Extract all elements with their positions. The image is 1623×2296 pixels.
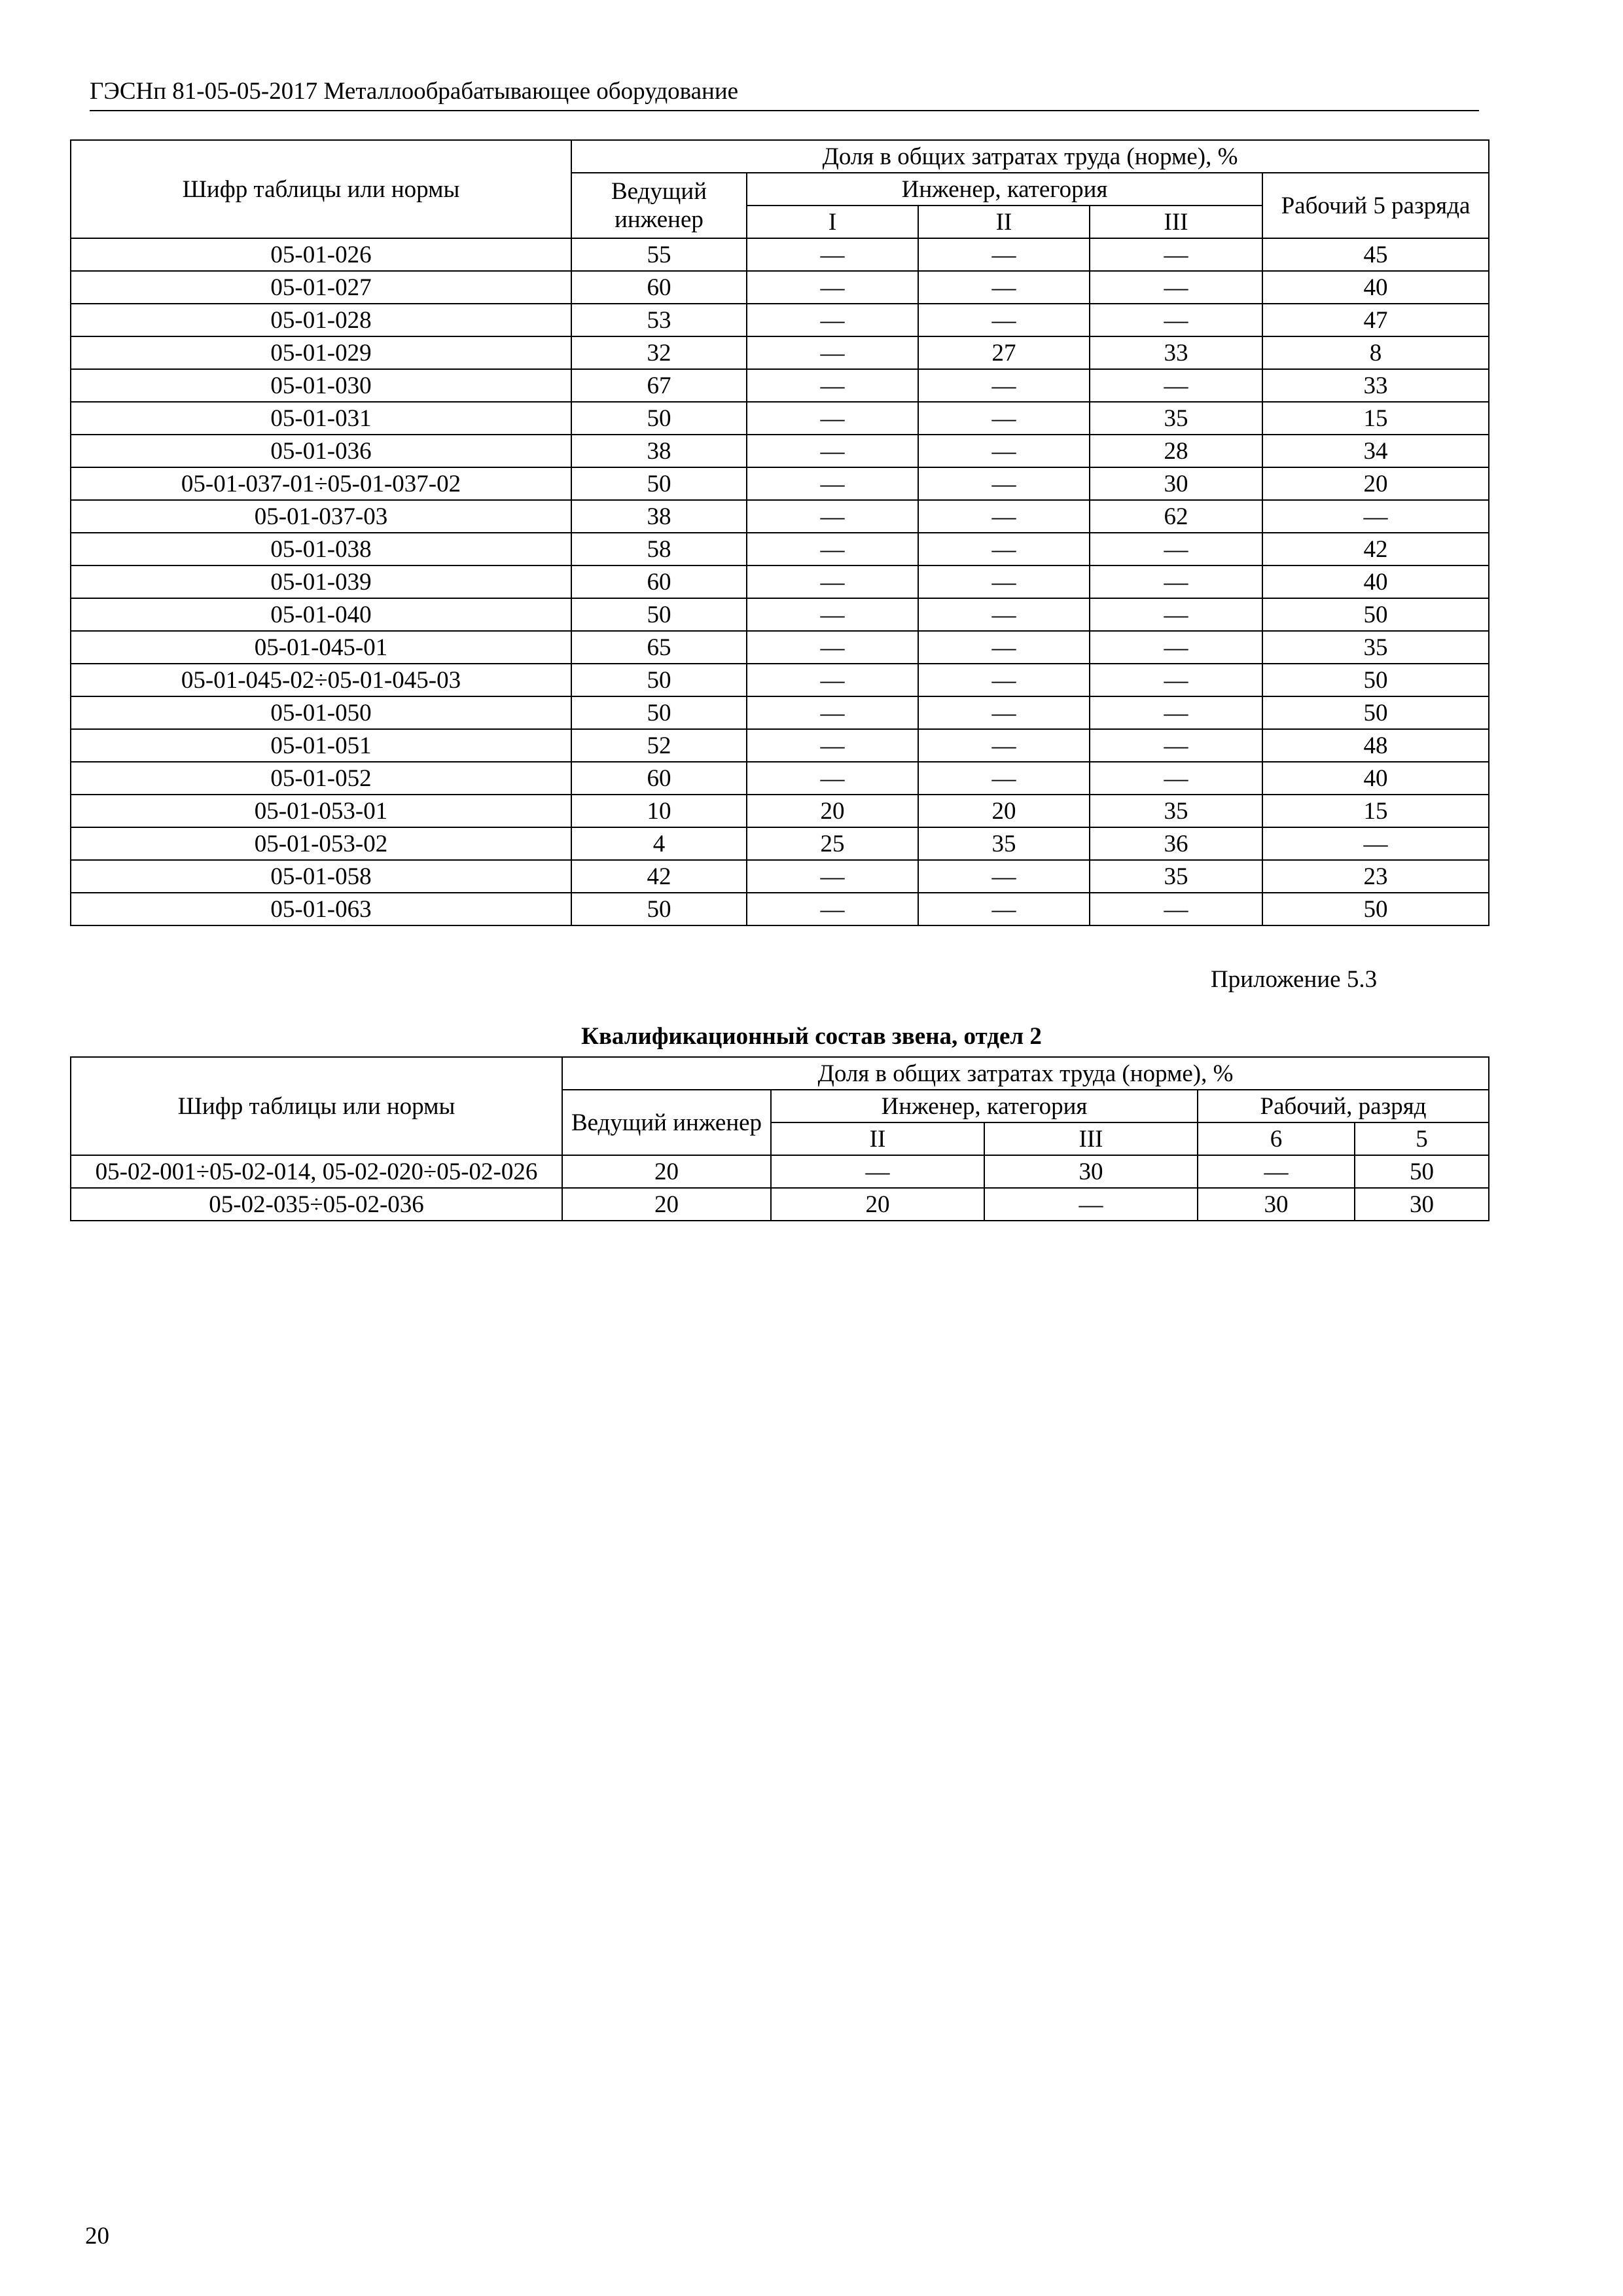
value-cell: —	[1090, 304, 1262, 336]
engineer-category-header: Инженер, категория	[747, 173, 1262, 206]
value-cell: —	[918, 271, 1090, 304]
engineer-category-header: Инженер, категория	[771, 1090, 1198, 1122]
value-cell: —	[1262, 500, 1489, 533]
value-cell: —	[747, 631, 918, 664]
table-row	[71, 1188, 1489, 1221]
value-cell: 23	[1262, 860, 1489, 893]
value-cell: —	[747, 533, 918, 565]
value-cell: 10	[571, 795, 747, 827]
value-cell: 40	[1262, 271, 1489, 304]
code-cell: 05-01-040	[71, 598, 571, 631]
value-cell: —	[1090, 762, 1262, 795]
code-cell: 05-01-037-03	[71, 500, 571, 533]
value-cell: 65	[571, 631, 747, 664]
value-cell: —	[747, 696, 918, 729]
code-cell: 05-01-045-02÷05-01-045-03	[71, 664, 571, 696]
category-2-header: II	[918, 206, 1090, 238]
table2-body	[71, 1155, 1489, 1221]
value-cell: 50	[1262, 893, 1489, 925]
value-cell: —	[747, 238, 918, 271]
value-cell: —	[747, 271, 918, 304]
table-row	[71, 467, 1489, 500]
value-cell: —	[1090, 893, 1262, 925]
table-row	[71, 271, 1489, 304]
value-cell: —	[918, 369, 1090, 402]
value-cell: —	[747, 435, 918, 467]
lead-engineer-header: Ведущий инженер	[571, 173, 747, 238]
worker-header: Рабочий 5 разряда	[1262, 173, 1489, 238]
labor-share-table-section-1	[70, 139, 1489, 926]
value-cell: 60	[571, 565, 747, 598]
value-cell: 20	[562, 1155, 771, 1188]
value-cell: 35	[1090, 402, 1262, 435]
labor-share-table-section-2	[70, 1056, 1489, 1221]
value-cell: 20	[562, 1188, 771, 1221]
value-cell: 33	[1262, 369, 1489, 402]
value-cell: —	[1090, 664, 1262, 696]
value-cell: 60	[571, 762, 747, 795]
value-cell: 32	[571, 336, 747, 369]
value-cell: 55	[571, 238, 747, 271]
code-cell: 05-01-030	[71, 369, 571, 402]
value-cell: —	[747, 402, 918, 435]
page-number: 20	[85, 2223, 109, 2250]
value-cell: —	[747, 893, 918, 925]
value-cell: —	[747, 369, 918, 402]
value-cell: —	[747, 304, 918, 336]
value-cell: 35	[1262, 631, 1489, 664]
value-cell: 50	[1355, 1155, 1489, 1188]
lead-engineer-header: Ведущий инженер	[562, 1090, 771, 1155]
code-cell: 05-01-036	[71, 435, 571, 467]
value-cell: 60	[571, 271, 747, 304]
code-cell: 05-01-045-01	[71, 631, 571, 664]
value-cell: 58	[571, 533, 747, 565]
table-row	[71, 631, 1489, 664]
code-cell: 05-01-058	[71, 860, 571, 893]
table-row	[71, 435, 1489, 467]
table-row	[71, 1155, 1489, 1188]
table-row	[71, 664, 1489, 696]
value-cell: 28	[1090, 435, 1262, 467]
code-column-header: Шифр таблицы или нормы	[71, 140, 571, 238]
value-cell: —	[918, 467, 1090, 500]
table-row	[71, 762, 1489, 795]
value-cell: —	[918, 500, 1090, 533]
value-cell: 4	[571, 827, 747, 860]
value-cell: —	[918, 238, 1090, 271]
value-cell: 38	[571, 435, 747, 467]
table-row	[71, 795, 1489, 827]
value-cell: 50	[1262, 598, 1489, 631]
category-3-header: III	[984, 1122, 1198, 1155]
value-cell: 67	[571, 369, 747, 402]
value-cell: 40	[1262, 565, 1489, 598]
value-cell: —	[747, 762, 918, 795]
code-column-header: Шифр таблицы или нормы	[71, 1057, 562, 1155]
value-cell: 25	[747, 827, 918, 860]
value-cell: 30	[1198, 1188, 1355, 1221]
value-cell: —	[1198, 1155, 1355, 1188]
value-cell: 50	[571, 664, 747, 696]
running-header: ГЭСНп 81-05-05-2017 Металлообрабатывающее оборудование	[90, 77, 1479, 111]
value-cell: 45	[1262, 238, 1489, 271]
code-cell: 05-02-001÷05-02-014, 05-02-020÷05-02-026	[71, 1155, 562, 1188]
table-row	[71, 696, 1489, 729]
code-cell: 05-01-050	[71, 696, 571, 729]
value-cell: 50	[571, 598, 747, 631]
value-cell: —	[1090, 533, 1262, 565]
code-cell: 05-01-039	[71, 565, 571, 598]
value-cell: —	[1090, 369, 1262, 402]
value-cell: —	[1090, 598, 1262, 631]
value-cell: 62	[1090, 500, 1262, 533]
code-cell: 05-01-029	[71, 336, 571, 369]
value-cell: —	[918, 304, 1090, 336]
category-1-header: I	[747, 206, 918, 238]
value-cell: —	[1090, 696, 1262, 729]
value-cell: —	[984, 1188, 1198, 1221]
code-cell: 05-01-063	[71, 893, 571, 925]
value-cell: —	[747, 336, 918, 369]
table-row	[71, 238, 1489, 271]
value-cell: 20	[918, 795, 1090, 827]
value-cell: —	[747, 467, 918, 500]
value-cell: —	[1090, 631, 1262, 664]
value-cell: —	[747, 729, 918, 762]
value-cell: 20	[747, 795, 918, 827]
value-cell: 50	[571, 402, 747, 435]
value-cell: —	[747, 500, 918, 533]
table-row	[71, 304, 1489, 336]
table-row	[71, 402, 1489, 435]
value-cell: 30	[1090, 467, 1262, 500]
value-cell: —	[918, 664, 1090, 696]
value-cell: 15	[1262, 402, 1489, 435]
value-cell: 40	[1262, 762, 1489, 795]
value-cell: 35	[1090, 860, 1262, 893]
category-2-header: II	[771, 1122, 984, 1155]
value-cell: 50	[571, 893, 747, 925]
value-cell: —	[918, 696, 1090, 729]
table-row	[71, 860, 1489, 893]
value-cell: 42	[1262, 533, 1489, 565]
code-cell: 05-01-037-01÷05-01-037-02	[71, 467, 571, 500]
value-cell: 42	[571, 860, 747, 893]
value-cell: —	[918, 565, 1090, 598]
value-cell: —	[1090, 565, 1262, 598]
code-cell: 05-01-053-02	[71, 827, 571, 860]
table-row	[71, 533, 1489, 565]
value-cell: —	[1090, 271, 1262, 304]
value-cell: 50	[571, 467, 747, 500]
appendix-label: Приложение 5.3	[1211, 966, 1378, 993]
code-cell: 05-01-027	[71, 271, 571, 304]
code-cell: 05-01-028	[71, 304, 571, 336]
table-row	[71, 893, 1489, 925]
table1-body	[71, 238, 1489, 925]
table-row	[71, 729, 1489, 762]
code-cell: 05-01-053-01	[71, 795, 571, 827]
value-cell: —	[747, 664, 918, 696]
value-cell: 52	[571, 729, 747, 762]
value-cell: 48	[1262, 729, 1489, 762]
value-cell: 35	[918, 827, 1090, 860]
value-cell: 33	[1090, 336, 1262, 369]
value-cell: —	[918, 729, 1090, 762]
value-cell: —	[747, 565, 918, 598]
table-row	[71, 827, 1489, 860]
code-cell: 05-02-035÷05-02-036	[71, 1188, 562, 1221]
value-cell: 20	[1262, 467, 1489, 500]
value-cell: 8	[1262, 336, 1489, 369]
code-cell: 05-01-026	[71, 238, 571, 271]
value-cell: —	[747, 598, 918, 631]
worker-grade-header: Рабочий, разряд	[1198, 1090, 1489, 1122]
value-cell: 35	[1090, 795, 1262, 827]
value-cell: —	[918, 598, 1090, 631]
code-cell: 05-01-052	[71, 762, 571, 795]
grade-5-header: 5	[1355, 1122, 1489, 1155]
table-row	[71, 500, 1489, 533]
value-cell: 50	[1262, 696, 1489, 729]
value-cell: 36	[1090, 827, 1262, 860]
value-cell: —	[918, 533, 1090, 565]
value-cell: 15	[1262, 795, 1489, 827]
value-cell: —	[771, 1155, 984, 1188]
category-3-header: III	[1090, 206, 1262, 238]
table-row	[71, 336, 1489, 369]
value-cell: 30	[1355, 1188, 1489, 1221]
table-row	[71, 565, 1489, 598]
value-cell: —	[1090, 238, 1262, 271]
value-cell: 50	[1262, 664, 1489, 696]
value-cell: 20	[771, 1188, 984, 1221]
value-cell: —	[747, 860, 918, 893]
code-cell: 05-01-031	[71, 402, 571, 435]
value-cell: 53	[571, 304, 747, 336]
value-cell: 47	[1262, 304, 1489, 336]
value-cell: 30	[984, 1155, 1198, 1188]
value-cell: 38	[571, 500, 747, 533]
code-cell: 05-01-051	[71, 729, 571, 762]
value-cell: 27	[918, 336, 1090, 369]
table2-caption: Квалификационный состав звена, отдел 2	[581, 1023, 1042, 1050]
value-cell: 50	[571, 696, 747, 729]
value-cell: 34	[1262, 435, 1489, 467]
value-cell: —	[1262, 827, 1489, 860]
value-cell: —	[918, 435, 1090, 467]
code-cell: 05-01-038	[71, 533, 571, 565]
value-cell: —	[918, 893, 1090, 925]
share-header: Доля в общих затратах труда (норме), %	[562, 1057, 1489, 1090]
value-cell: —	[1090, 729, 1262, 762]
table-row	[71, 369, 1489, 402]
grade-6-header: 6	[1198, 1122, 1355, 1155]
share-header: Доля в общих затратах труда (норме), %	[571, 140, 1489, 173]
table-row	[71, 598, 1489, 631]
value-cell: —	[918, 402, 1090, 435]
value-cell: —	[918, 631, 1090, 664]
value-cell: —	[918, 762, 1090, 795]
value-cell: —	[918, 860, 1090, 893]
